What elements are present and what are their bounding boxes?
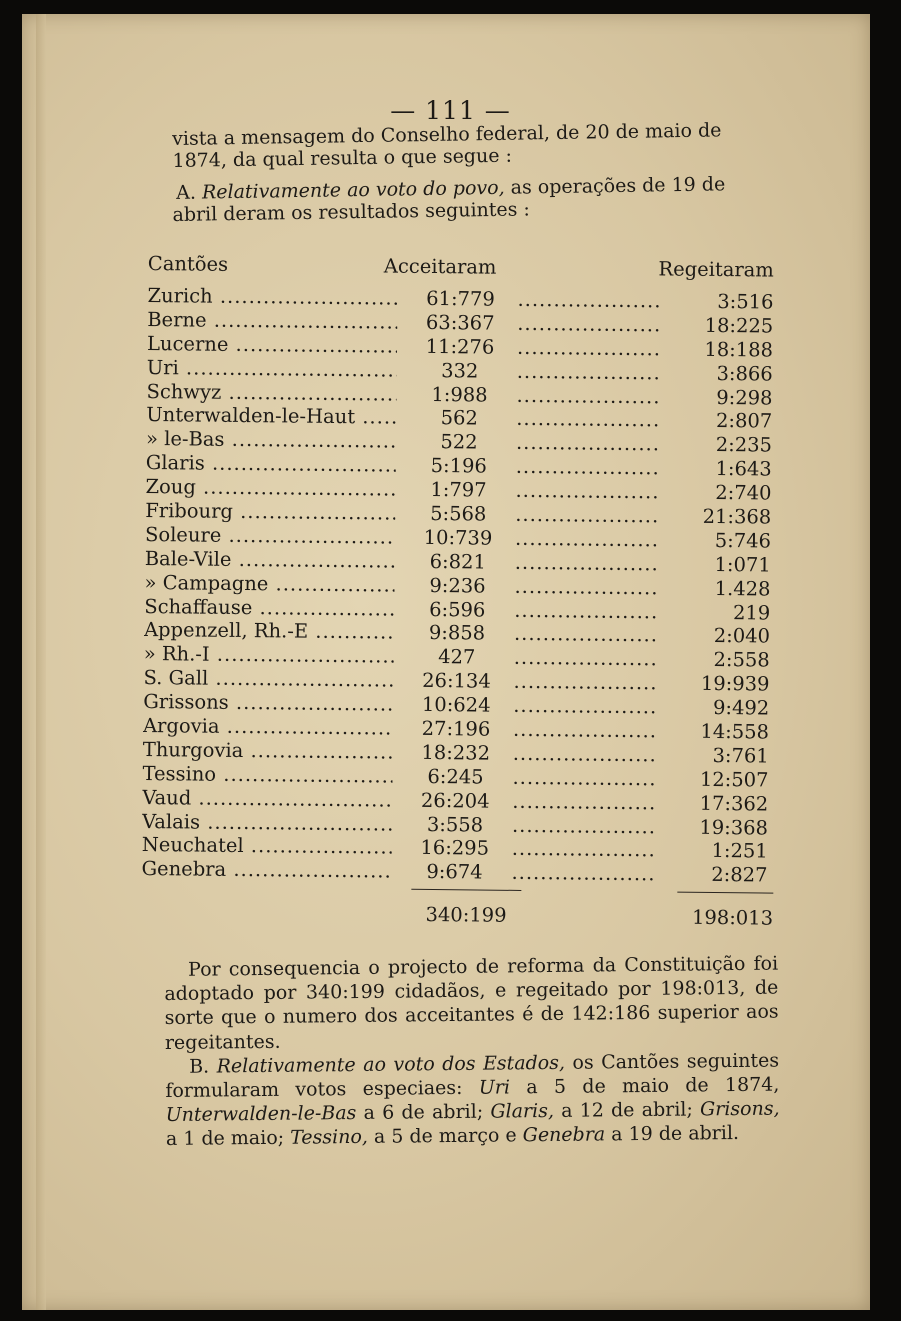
leader-dots <box>512 813 654 837</box>
canton-name: Schaffause ..... <box>144 595 394 621</box>
accepted-value: 332 <box>441 358 479 383</box>
canton-name: Genebra ..... <box>141 857 391 883</box>
leader-dots <box>513 718 655 742</box>
leader-dots <box>515 527 657 551</box>
canton-name: Schwyz ..... <box>146 380 396 406</box>
accepted-value: 6:245 <box>427 764 484 789</box>
accepted-value: 522 <box>440 430 478 454</box>
leader-dots <box>514 598 656 622</box>
intro-paragraph: vista a mensagem do Conselho federal, de 20 de maio de 1874, da qual resulta o que segue : <box>172 119 722 172</box>
canton-uri: Uri <box>478 1076 511 1099</box>
canton-name: » Rh.-I ..... <box>144 642 394 668</box>
rejected-value: 9:492 <box>712 696 770 720</box>
rejected-value: 12:507 <box>699 767 769 792</box>
rejected-value: 9:298 <box>716 385 773 410</box>
canton-name: Argovia ..... <box>143 714 393 740</box>
leader-dots <box>516 455 658 479</box>
section-b-title: Relativamente ao voto dos Estados, <box>216 1051 566 1078</box>
canton-name: Fribourg ..... <box>145 499 395 525</box>
canton-name: Uri ..... <box>147 356 397 382</box>
total-rejected: 198:013 <box>691 905 774 930</box>
accepted-value: 427 <box>438 645 476 669</box>
rejected-value: 18:188 <box>704 337 774 362</box>
leader-dots <box>516 383 658 407</box>
leader-dots <box>516 407 658 431</box>
leader-dots <box>515 551 657 575</box>
rejected-value: 3:516 <box>717 289 774 314</box>
date-text: a 6 de abril; <box>363 1100 484 1125</box>
accepted-value: 26:204 <box>420 788 490 813</box>
canton-name: Neuchatel ..... <box>142 833 392 859</box>
accepted-value: 16:295 <box>420 836 490 861</box>
section-a-text: as operações de 19 de abril deram os resultados seguintes : <box>172 173 726 226</box>
accepted-value: 9:858 <box>428 621 486 646</box>
rejected-value: 219 <box>732 600 771 625</box>
total-accepted: 340:199 <box>425 902 507 927</box>
section-b-text: os Cantões seguintes formularam votos especiaes: <box>165 1049 780 1103</box>
accepted-value: 9:674 <box>426 860 483 884</box>
section-a-title: Relativamente ao voto do povo, <box>201 176 505 204</box>
accepted-value: 6:596 <box>429 597 486 622</box>
rejected-value: 2:040 <box>713 624 771 649</box>
date-text: a 5 de maio de 1874, <box>526 1073 780 1099</box>
table-body <box>141 284 779 888</box>
canton-name: Soleure ..... <box>145 523 395 549</box>
section-a-paragraph <box>172 173 773 226</box>
date-text: a 5 de março e <box>373 1124 517 1149</box>
conclusion-section <box>164 952 780 1152</box>
rejected-value: 1:251 <box>711 839 768 864</box>
rejected-value: 2:740 <box>715 481 772 505</box>
date-text: a 19 de abril. <box>611 1122 740 1146</box>
leader-dots <box>517 360 659 384</box>
accepted-value: 10:624 <box>421 693 491 717</box>
page-binding-edge <box>36 14 46 1310</box>
section-a-letter: A. <box>175 181 197 204</box>
date-text: a 1 de maio; <box>165 1127 285 1151</box>
leader-dots <box>514 575 656 599</box>
leader-dots <box>515 479 657 503</box>
rejected-value: 19:939 <box>700 672 770 696</box>
accepted-value: 562 <box>440 406 479 430</box>
leader-dots <box>514 646 656 670</box>
accepted-value: 18:232 <box>421 740 491 765</box>
leader-dots <box>517 288 659 312</box>
leader-dots <box>513 694 655 718</box>
accepted-value: 11:276 <box>425 334 495 359</box>
canton-name: Vaud ..... <box>142 786 392 812</box>
header-rejected: Regeitaram <box>658 257 774 282</box>
accepted-value: 1:797 <box>430 478 487 502</box>
rejected-value: 2:827 <box>711 863 768 887</box>
accepted-value: 5:196 <box>430 454 487 478</box>
rejected-value: 21:368 <box>702 504 772 529</box>
leader-dots <box>512 766 654 790</box>
accepted-value: 1:988 <box>431 382 488 407</box>
accepted-value: 27:196 <box>421 716 491 741</box>
leader-dots <box>512 837 654 861</box>
rejected-value: 1.428 <box>714 576 771 601</box>
leader-dots <box>511 861 653 885</box>
accepted-value: 3:558 <box>426 812 484 837</box>
canton-name: Zurich ..... <box>147 284 397 310</box>
rejected-value: 2:807 <box>715 409 773 433</box>
rejected-value: 19:368 <box>699 815 769 840</box>
accepted-value: 6:821 <box>429 549 486 574</box>
rejected-value: 17:362 <box>699 791 769 816</box>
header-canton: Cantões <box>147 252 229 276</box>
leader-dots <box>512 790 654 814</box>
canton-name: » le-Bas ..... <box>146 427 396 453</box>
leader-dots <box>513 742 655 766</box>
accepted-value: 10:739 <box>423 525 493 550</box>
rejected-value: 1:643 <box>715 457 772 481</box>
rejected-value: 1:071 <box>714 552 771 577</box>
section-b-letter: B. <box>189 1055 210 1078</box>
canton-name: Tessino ..... <box>142 762 392 788</box>
canton-name: Lucerne ..... <box>147 332 397 358</box>
canton-genebra: Genebra <box>522 1123 606 1147</box>
canton-name: Valais ..... <box>142 810 392 836</box>
leader-dots <box>516 431 658 455</box>
canton-grisons: Grisons, <box>699 1097 780 1121</box>
results-table <box>141 252 780 930</box>
leader-dots <box>513 670 655 694</box>
rejected-value: 3:761 <box>712 743 769 768</box>
accepted-value: 63:367 <box>425 310 495 335</box>
leader-dots <box>515 503 657 527</box>
canton-name: Grissons ..... <box>143 690 393 716</box>
canton-name: Glaris ..... <box>146 451 396 477</box>
date-text: a 12 de abril; <box>561 1098 693 1123</box>
accepted-value: 61:779 <box>426 286 495 311</box>
rejected-value: 5:746 <box>714 528 772 553</box>
canton-unterwalden: Unterwalden-le-Bas <box>165 1102 357 1127</box>
leader-dots <box>517 336 659 360</box>
leader-dots <box>517 312 659 336</box>
canton-name: » Campagne ..... <box>144 571 394 597</box>
canton-name: Thurgovia ..... <box>143 738 393 764</box>
rejected-value: 2:235 <box>715 433 773 457</box>
accepted-value: 5:568 <box>430 501 487 526</box>
page-number: — 111 — <box>390 96 511 125</box>
leader-dots <box>514 622 656 646</box>
canton-name: S. Gall ..... <box>143 666 393 692</box>
canton-tessino: Tessino, <box>290 1126 369 1150</box>
canton-name: Zoug ..... <box>145 475 395 501</box>
section-b-paragraph <box>165 1048 780 1151</box>
header-accepted: Acceitaram <box>383 254 497 279</box>
canton-name: Appenzell, Rh.-E ..... <box>144 618 394 644</box>
canton-name: Unterwalden-le-Haut ..... <box>146 403 396 429</box>
rejected-value: 14:558 <box>700 719 770 744</box>
rejected-value: 3:866 <box>716 361 773 386</box>
rejected-value: 2:558 <box>713 648 770 672</box>
rejected-value: 18:225 <box>704 313 774 338</box>
canton-glaris: Glaris, <box>490 1100 555 1123</box>
canton-name: Bale-Vile ..... <box>145 547 395 573</box>
accepted-value: 26:134 <box>422 669 491 693</box>
accepted-value: 9:236 <box>429 573 486 598</box>
canton-name: Berne ..... <box>147 308 397 334</box>
conclusion-paragraph: Por consequencia o projecto de reforma da Constituição foi adoptado por 340:199 cidadãos, e regeitado por 198:013, de sorte que o numero dos acceitantes é de 142:186 superior aos regeitantes. <box>164 952 779 1054</box>
